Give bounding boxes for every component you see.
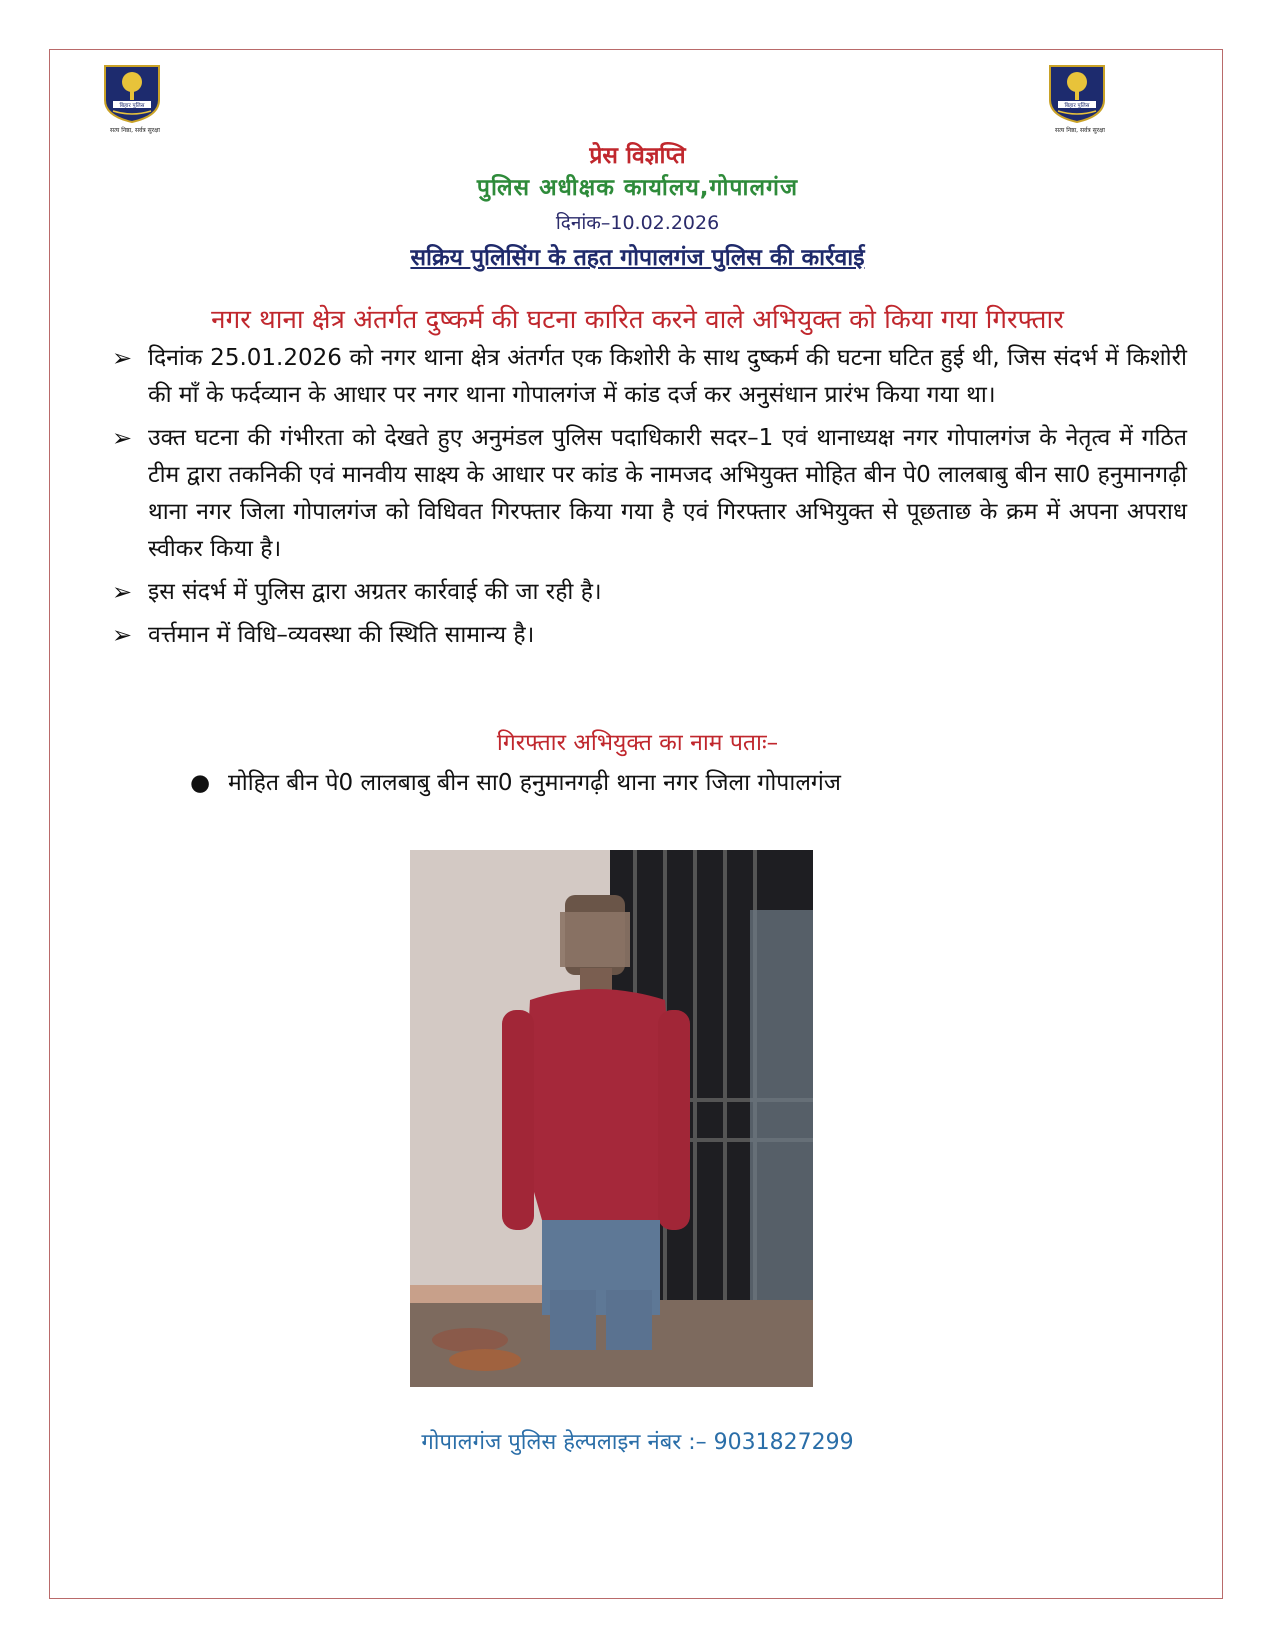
office-name: पुलिस अधीक्षक कार्यालय,गोपालगंज [476,175,799,201]
arrow-bullet-icon: ➢ [112,578,133,606]
release-subtitle: सक्रिय पुलिसिंग के तहत गोपालगंज पुलिस की कार्रवाई [410,245,865,271]
svg-text:बिहार पुलिस: बिहार पुलिस [1064,103,1090,109]
point-text: दिनांक 25.01.2026 को नगर थाना क्षेत्र अंतर्गत एक किशोरी के साथ दुष्कर्म की घटना घटित हुई थी, जिस संदर्भ में किशोरी की माँ के फर्दव्यान के आधार पर नगर थाना गोपालगंज में कांड दर्ज कर अनुसंधान प्रारंभ किया गया था। [148,345,1187,408]
points-list [112,340,1187,660]
accused-name: मोहित बीन पे0 लालबाबु बीन सा0 हनुमानगढ़ी थाना नगर जिला गोपालगंज [228,770,841,796]
press-release-title: प्रेस विज्ञप्ति [589,143,686,169]
accused-heading: गिरफ्तार अभियुक्त का नाम पताः– [496,730,779,756]
release-date: दिनांक–10.02.2026 [555,212,720,234]
bihar-police-logo-left [103,62,167,134]
list-item [112,340,1187,414]
point-text: वर्त्तमान में विधि–व्यवस्था की स्थिति सामान्य है। [148,622,535,648]
list-item [112,617,1187,654]
list-item [112,574,1187,611]
helpline-number: गोपालगंज पुलिस हेल्पलाइन नंबर :– 9031827299 [421,1430,854,1455]
headline: नगर थाना क्षेत्र अंतर्गत दुष्कर्म की घटना कारित करने वाले अभियुक्त को किया गया गिरफ्तार [211,305,1064,335]
accused-photo [410,850,813,1387]
arrow-bullet-icon: ➢ [112,424,133,452]
police-shield-icon [1048,62,1106,124]
point-text: उक्त घटना की गंभीरता को देखते हुए अनुमंडल पुलिस पदाधिकारी सदर–1 एवं थानाध्यक्ष नगर गोपालगंज के नेतृत्व में गठित टीम द्वारा तकनिकी एवं मानवीय साक्ष्य के आधार पर कांड के नामजद अभियुक्त मोहित बीन पे0 लालबाबु बीन सा0 हनुमानगढ़ी थाना नगर जिला गोपालगंज को विधिवत गिरफ्तार किया गया है एवं गिरफ्तार अभियुक्त से पूछताछ के क्रम में अपना अपराध स्वीकर किया है। [148,425,1187,562]
point-text: इस संदर्भ में पुलिस द्वारा अग्रतर कार्रवाई की जा रही है। [148,579,602,605]
accused-list [190,765,1090,797]
svg-text:बिहार पुलिस: बिहार पुलिस [119,103,145,109]
police-shield-icon [103,62,161,124]
arrow-bullet-icon: ➢ [112,621,133,649]
logo-motto: सत्य निष्ठा, सर्वत्र सुरक्षा [1055,127,1105,134]
bullet-dot-icon: ● [190,770,211,796]
arrow-bullet-icon: ➢ [112,344,133,372]
list-item [112,420,1187,568]
logo-motto: सत्य निष्ठा, सर्वत्र सुरक्षा [110,127,160,134]
bihar-police-logo-right [1048,62,1112,134]
